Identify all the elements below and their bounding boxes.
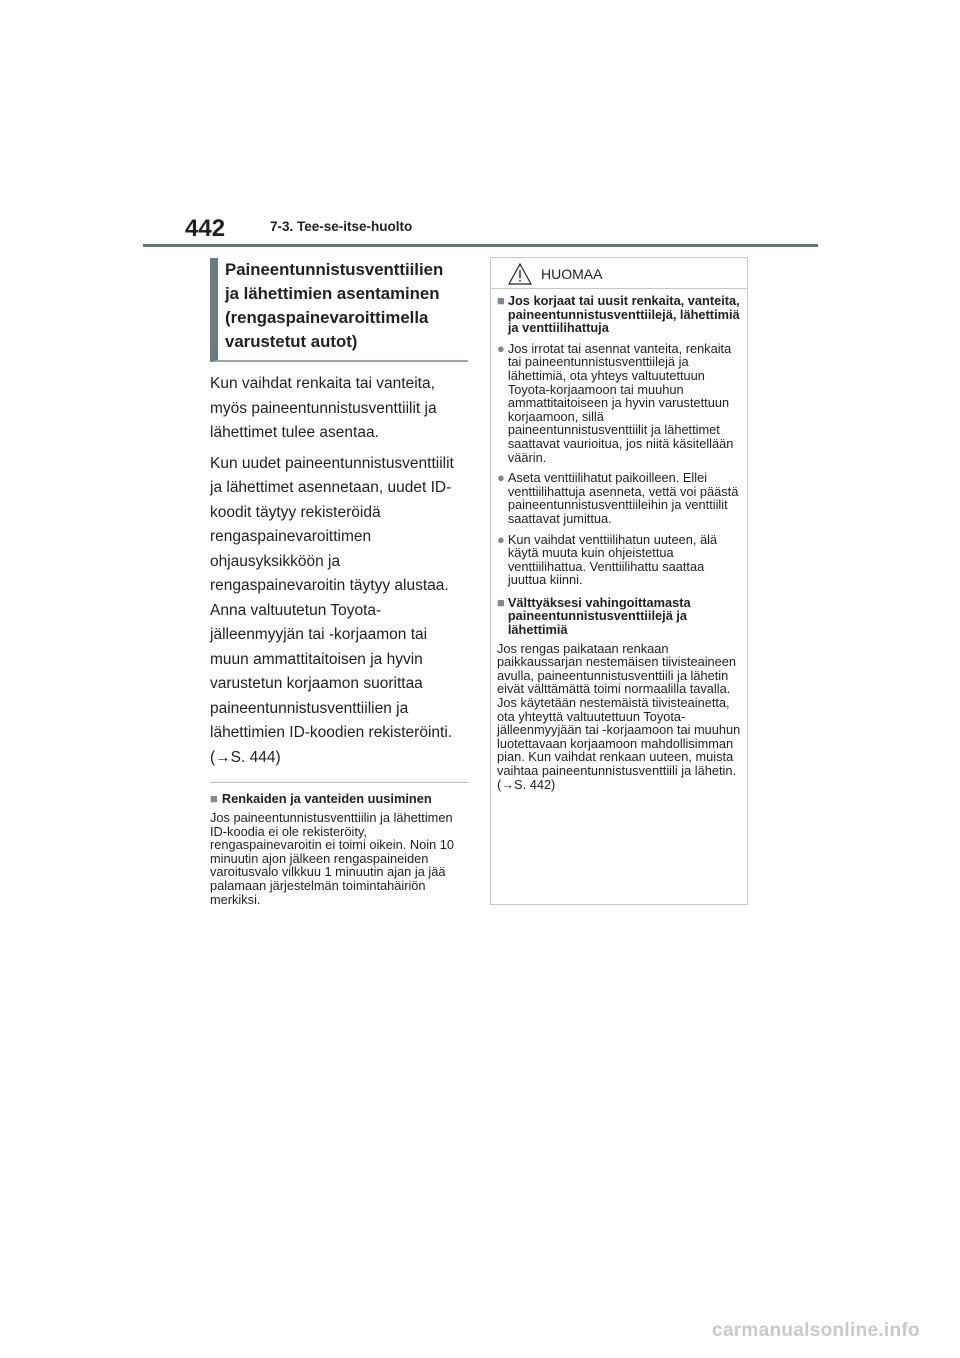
watermark: carmanualsonline.info [712, 1320, 920, 1341]
title-line: (rengaspainevaroittimella [225, 308, 429, 327]
list-item [497, 342, 741, 464]
title-line: varustetut autot) [225, 332, 358, 351]
circle-bullet-icon: ● [497, 340, 505, 356]
caution-subheading-text: Välttyäksesi vahingoittamasta paineentunnistusventtiilejä ja lähettimiä [507, 594, 691, 638]
divider [210, 782, 468, 783]
caution-subheading-text: Jos korjaat tai uusit renkaita, vanteita, paineentunnistusventtiilejä, lähettimiä ja venttiilihattuja [507, 293, 740, 336]
caution-title: HUOMAA [541, 266, 603, 282]
title-line: ja lähettimien asentaminen [225, 284, 440, 303]
page-number: 442 [185, 215, 226, 242]
left-column [210, 258, 468, 906]
subheading [210, 791, 468, 806]
paragraph: Kun uudet paineentunnistusventtiilit ja lähettimet asennetaan, uudet ID-koodit täytyy rekisteröidä rengaspainevaroittimen ohjausyksikköön ja rengaspainevaroitin täytyy alustaa. Anna valtuutetun Toyota-jälleenmyyjän tai -korjaamon tai muun ammattitaitoisen ja hyvin varustetun korjaamon suorittaa paineentunnistusventtiilien ja lähettimien ID-koodien rekisteröinti. (→S. 444) [210, 454, 454, 766]
caution-subheading [497, 294, 741, 335]
list-item-text: Aseta venttiilihatut paikoilleen. Ellei venttiilihattuja asenneta, vettä voi päästä paineentunnistusventtiileihin ja venttiilit saattavat jumittua. [507, 470, 739, 526]
sub-paragraph: Jos paineentunnistusventtiilin ja lähettimen ID-koodia ei ole rekisteröity, rengaspainevaroitin ei toimi oikein. Noin 10 minuutin ajon jälkeen rengaspaineiden varoitusvalo vilkkuu 1 minuutin ajan ja jää palamaan järjestelmän toimintahäiriön merkiksi. [210, 810, 454, 907]
page-header [143, 208, 818, 248]
list-item [497, 533, 741, 587]
body-text [210, 372, 468, 770]
circle-bullet-icon: ● [497, 470, 505, 486]
list-item [497, 471, 741, 525]
warning-icon [508, 263, 532, 285]
square-bullet-icon: ■ [497, 293, 505, 308]
section-title [210, 258, 468, 362]
title-line: Paineentunnistusventtiilien [225, 260, 444, 279]
caution-box [490, 257, 748, 905]
caution-subheading [497, 596, 741, 637]
paragraph: Kun vaihdat renkaita tai vanteita, myös paineentunnistusventtiilit ja lähettimet tulee asentaa. [210, 375, 437, 441]
caution-section [497, 596, 741, 791]
square-bullet-icon: ■ [210, 791, 218, 806]
list-item-text: Jos irrotat tai asennat vanteita, renkaita tai paineentunnistusventtiilejä ja lähettimiä, ota yhteys valtuutettuun Toyota-korjaamoon tai muuhun ammattitaitoiseen ja hyvin varustettuun korjaamoon, sillä paineentunnistusventtiilit ja lähettimet saattavat vaurioitua, jos niitä käsitellään väärin. [507, 340, 734, 465]
caution-header [491, 258, 747, 289]
list-item-text: Kun vaihdat venttiilihatun uuteen, älä käytä muuta kuin ohjeistettua venttiilihattua. Venttiilihattu saattaa juuttua kiinni. [507, 531, 718, 588]
circle-bullet-icon: ● [497, 531, 505, 547]
caution-paragraph: Jos rengas paikataan renkaan paikkaussarjan nestemäisen tiivisteaineen avulla, paineentunnistusventtiili ja lähetin eivät välttämättä toimi normaalilla tavalla. Jos käytetään nestemäistä tiivisteainetta, ota yhteyttä valtuutettuun Toyota-jälleenmyyjään tai -korjaamoon tai muuhun luotettavaan korjaamoon mahdollisimman pian. Kun vaihdat renkaan uuteen, muista vaihtaa paineentunnistusventtiili ja lähetin. (→S. 442) [497, 640, 741, 792]
header-rule [143, 244, 818, 247]
section-label: 7-3. Tee-se-itse-huolto [270, 219, 413, 234]
subheading-text: Renkaiden ja vanteiden uusiminen [221, 791, 432, 806]
square-bullet-icon: ■ [497, 594, 505, 610]
caution-section [497, 294, 741, 587]
